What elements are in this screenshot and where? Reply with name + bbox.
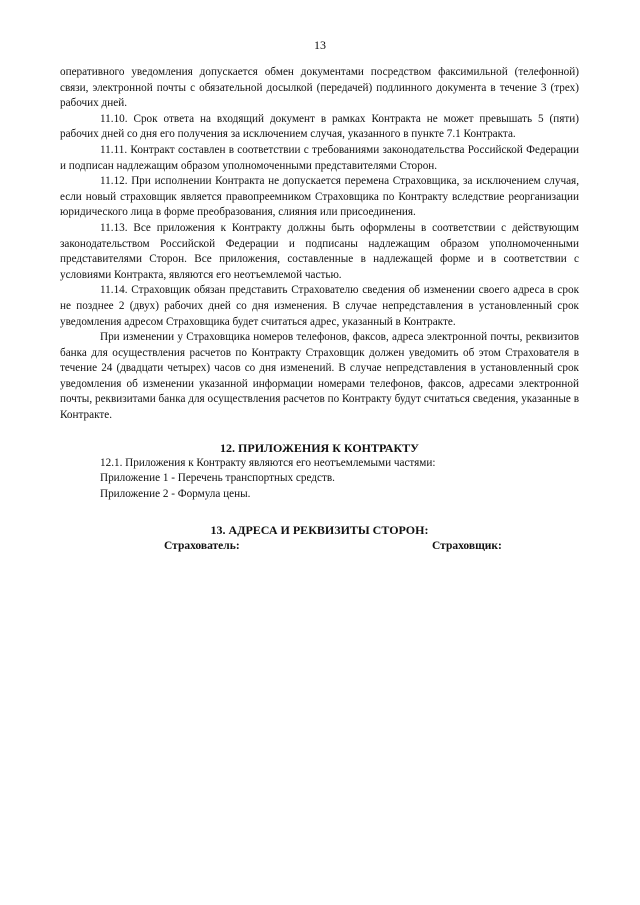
page-number: 13 — [314, 38, 326, 52]
paragraph-11-10: 11.10. Срок ответа на входящий документ в рамках Контракта не может превышать 5 (пяти) рабочих дней со дня его получения за исключением случая, указанного в пункте 7.1 Контракта. — [60, 112, 579, 141]
paragraph-11-12: 11.12. При исполнении Контракта не допускается перемена Страховщика, за исключением случая, если новый страховщик является правопреемником Страховщика по Контракту вследствие реорганизации юридического лица в форме преобразования, слияния или присоединения. — [60, 175, 579, 219]
paragraph-contact-changes: При изменении у Страховщика номеров телефонов, факсов, адреса электронной почты, реквизитов банка для осуществления расчетов по Контракту Страховщик должен уведомить об этом Страхователя в течение 24 (двадцати четырех) часов со дня изменений. В случае непредставления в установленный срок уведомления об изменении указанной информации номерами телефонов, факсов, адресами электронной почты, реквизитами банка для осуществления расчетов по Контракту будут считаться сведения, указанные в Контракте. — [60, 331, 579, 422]
insurer-label: Страховщик: — [432, 540, 502, 553]
section-13-heading: 13. АДРЕСА И РЕКВИЗИТЫ СТОРОН: — [210, 523, 429, 538]
parties-row — [60, 538, 579, 556]
document-body — [60, 65, 579, 556]
paragraph-11-14: 11.14. Страховщик обязан представить Страхователю сведения об изменении своего адреса в срок не позднее 2 (двух) рабочих дней со дня изменения. В случае непредставления в установленный срок уведомления адресом Страховщика будет считаться адрес, указанный в Контракте. — [60, 284, 579, 328]
paragraph-11-13: 11.13. Все приложения к Контракту должны быть оформлены в соответствии с действующим законодательством Российской Федерации и подписаны надлежащим образом уполномоченными представителями Сторон. Все приложения, составленные в надлежащей форме и в соответствии с условиями Контракта, являются его неотъемлемой частью. — [60, 221, 579, 281]
policyholder-label: Страхователь: — [164, 540, 240, 553]
appendix-1: Приложение 1 - Перечень транспортных средств. — [100, 472, 335, 485]
section-12-heading: 12. ПРИЛОЖЕНИЯ К КОНТРАКТУ — [220, 440, 419, 455]
appendix-2: Приложение 2 - Формула цены. — [100, 487, 251, 500]
paragraph-11-11: 11.11. Контракт составлен в соответствии с требованиями законодательства Российской Федерации и подписан надлежащим образом уполномоченными представителями Сторон. — [60, 143, 579, 172]
paragraph-continuation: оперативного уведомления допускается обмен документами посредством факсимильной (телефонной) связи, электронной почты с обязательной досылкой (передачей) подлинного документа в течение 3 (трех) рабочих дней. — [60, 66, 579, 110]
appendix-intro: 12.1. Приложения к Контракту являются его неотъемлемыми частями: — [100, 456, 436, 469]
